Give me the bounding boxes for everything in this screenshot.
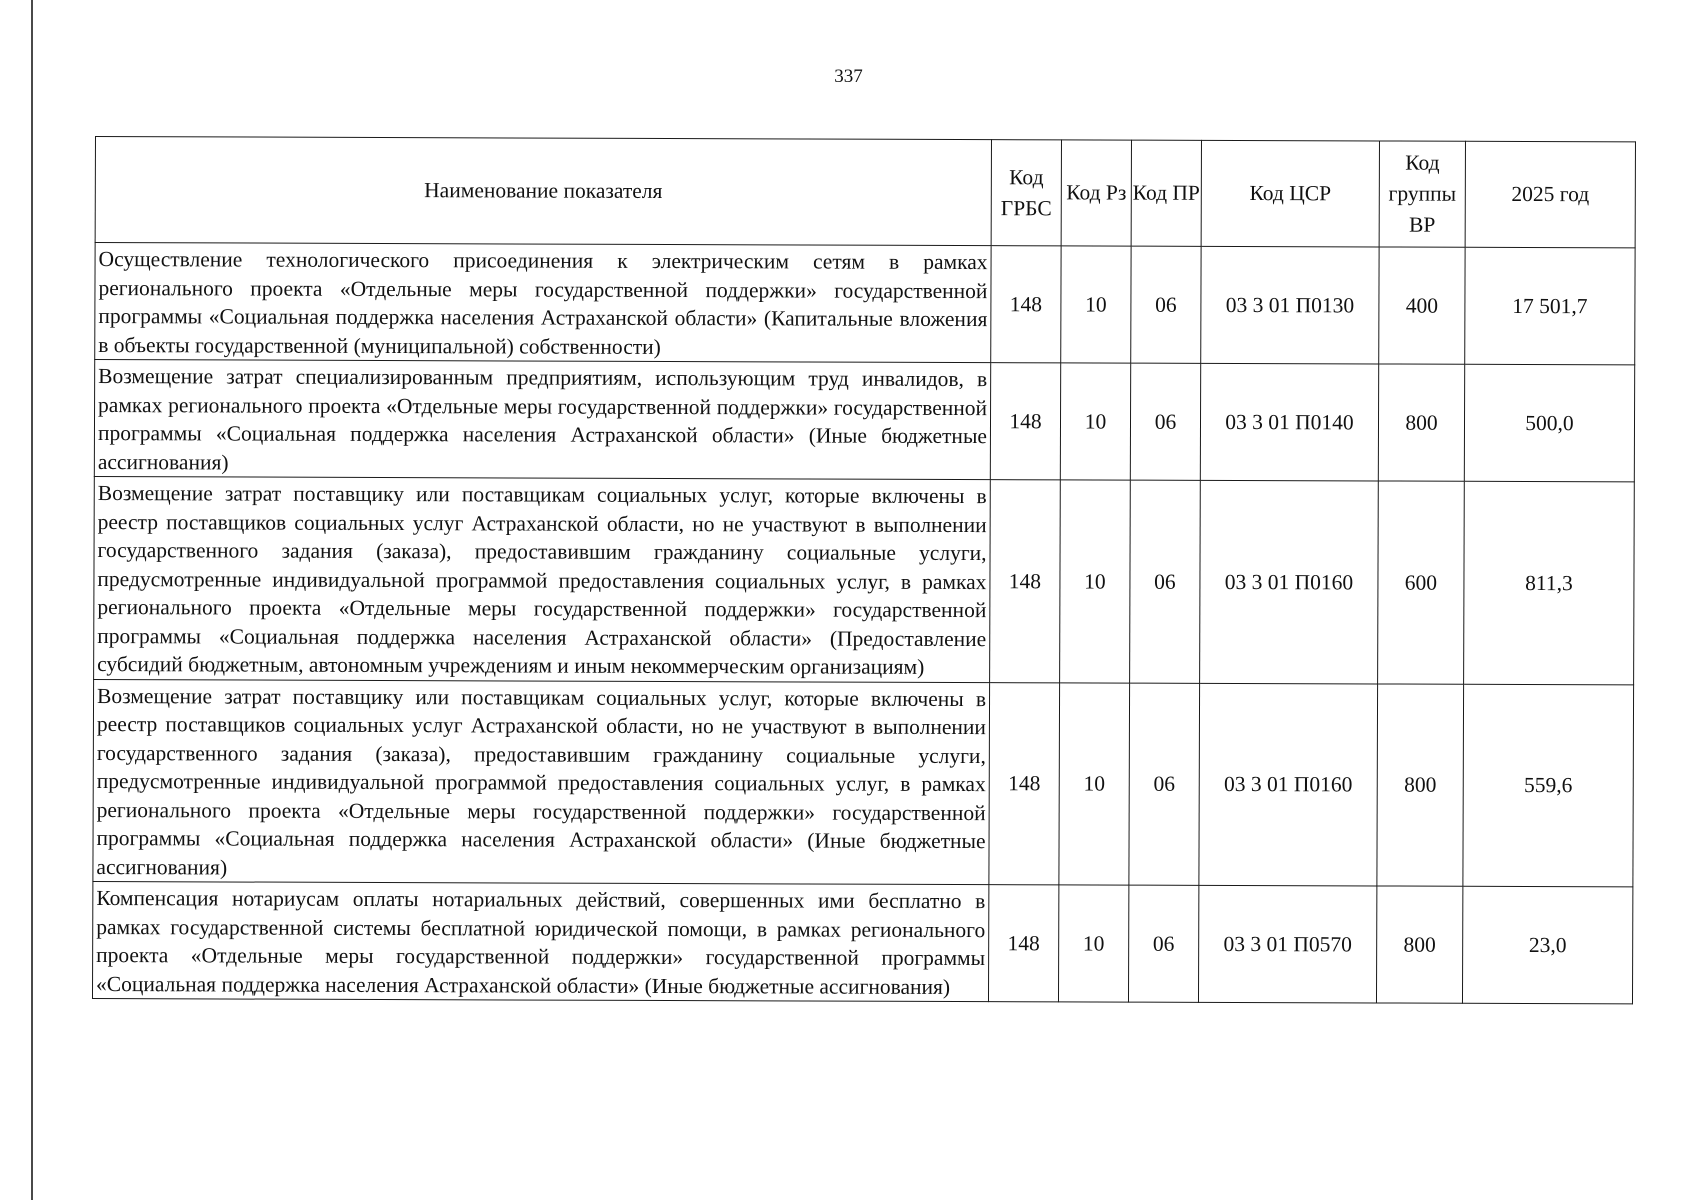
row-amount: 500,0	[1464, 364, 1634, 482]
table-row	[94, 360, 1634, 482]
row-csr: 03 3 01 П0160	[1199, 683, 1378, 886]
scan-margin-line	[31, 0, 33, 1200]
row-pr: 06	[1128, 885, 1198, 1002]
table-row	[92, 881, 1632, 1003]
header-vr: Код группы ВР	[1379, 141, 1465, 247]
row-vr: 800	[1377, 683, 1464, 886]
header-rz: Код Рз	[1061, 140, 1131, 246]
row-vr: 800	[1376, 886, 1462, 1003]
row-pr: 06	[1131, 246, 1201, 363]
row-pr: 06	[1129, 683, 1200, 886]
row-rz: 10	[1058, 885, 1128, 1002]
row-rz: 10	[1060, 363, 1130, 480]
row-name: Компенсация нотариусам оплаты нотариальных действий, совершенных ими бесплатно в рамках государственной системы бесплатной юридической помощи, в рамках регионального проекта «Отдельные меры государственной поддержки» государственной программы «Социальная поддержка населения Астраханской области» (Иные бюджетные ассигнования)	[92, 881, 988, 1001]
header-year: 2025 год	[1465, 141, 1635, 248]
header-pr: Код ПР	[1131, 140, 1201, 246]
row-pr: 06	[1130, 363, 1200, 480]
row-grbs: 148	[990, 363, 1060, 480]
row-csr: 03 3 01 П0130	[1201, 246, 1379, 364]
header-csr: Код ЦСР	[1201, 140, 1379, 247]
row-csr: 03 3 01 П0140	[1200, 363, 1378, 481]
row-grbs: 148	[990, 480, 1061, 683]
row-vr: 400	[1379, 247, 1465, 364]
row-name: Возмещение затрат поставщику или поставщикам социальных услуг, которые включены в реестр поставщиков социальных услуг Астраханской области, но не участвуют в выполнении государственного задания (заказа), предоставившим гражданину социальные услуги, предусмотренные индивидуальной программой предоставления социальных услуг, в рамках регионального проекта «Отдельные меры государственной поддержки» государственной программы «Социальная поддержка населения Астраханской области» (Предоставление субсидий бюджетным, автономным учреждениям и иным некоммерческим организациям)	[94, 476, 991, 682]
row-grbs: 148	[989, 682, 1060, 885]
row-amount: 811,3	[1464, 481, 1635, 684]
row-grbs: 148	[988, 885, 1058, 1002]
row-vr: 600	[1378, 481, 1465, 684]
row-amount: 23,0	[1462, 886, 1632, 1004]
table-row	[95, 243, 1635, 365]
row-pr: 06	[1130, 480, 1201, 683]
row-rz: 10	[1059, 682, 1130, 885]
row-csr: 03 3 01 П0160	[1200, 480, 1379, 683]
row-rz: 10	[1060, 480, 1131, 683]
row-vr: 800	[1378, 364, 1464, 481]
table-body	[92, 243, 1635, 1004]
page-number: 337	[834, 66, 863, 87]
row-amount: 559,6	[1463, 684, 1634, 887]
row-name: Возмещение затрат поставщику или поставщикам социальных услуг, которые включены в реестр поставщиков социальных услуг Астраханской области, но не участвуют в выполнении государственного задания (заказа), предоставившим гражданину социальные услуги, предусмотренные индивидуальной программой предоставления социальных услуг, в рамках регионального проекта «Отдельные меры государственной поддержки» государственной программы «Социальная поддержка населения Астраханской области» (Иные бюджетные ассигнования)	[93, 679, 990, 885]
row-grbs: 148	[991, 246, 1061, 363]
row-name: Осуществление технологического присоединения к электрическим сетям в рамках регионального проекта «Отдельные меры государственной поддержки» государственной программы «Социальная поддержка населения Астраханской области» (Капитальные вложения в объекты государственной (муниципальной) собственности)	[95, 243, 991, 363]
table-header	[95, 137, 1635, 248]
header-name: Наименование показателя	[95, 137, 991, 246]
row-csr: 03 3 01 П0570	[1198, 885, 1376, 1003]
row-name: Возмещение затрат специализированным предприятиям, использующим труд инвалидов, в рамках регионального проекта «Отдельные меры государственной поддержки» государственной программы «Социальная поддержка населения Астраханской области» (Иные бюджетные ассигнования)	[94, 360, 990, 480]
header-row	[95, 137, 1635, 248]
header-grbs: Код ГРБС	[991, 140, 1061, 246]
table-row	[94, 476, 1635, 684]
row-rz: 10	[1061, 246, 1131, 363]
table-row	[93, 679, 1634, 887]
budget-table	[92, 136, 1636, 1004]
row-amount: 17 501,7	[1465, 247, 1635, 365]
